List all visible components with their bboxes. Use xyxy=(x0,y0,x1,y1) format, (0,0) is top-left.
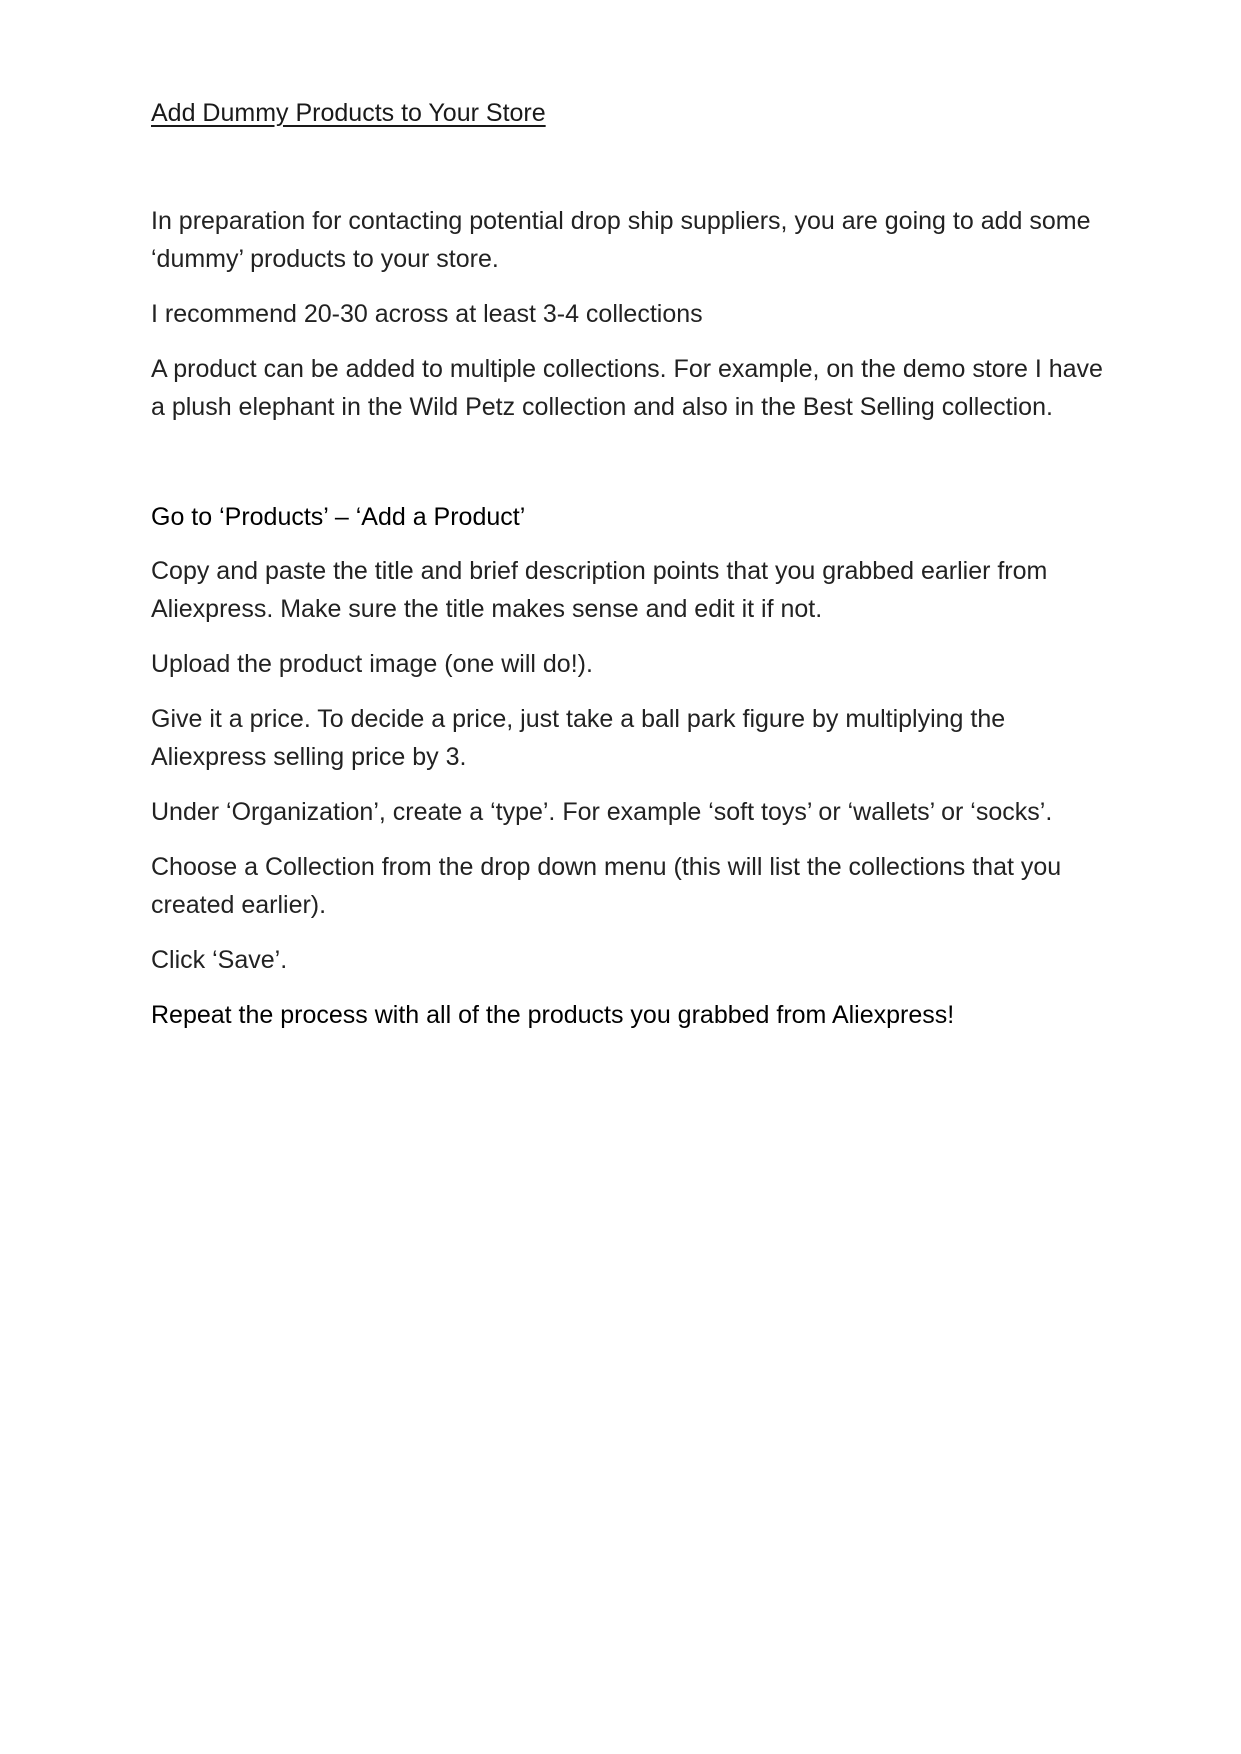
step-click-save: Click ‘Save’. xyxy=(151,946,288,974)
step-choose-collection: Choose a Collection from the drop down menu (this will list the collections that you created earlier). xyxy=(151,853,1062,919)
step-upload-image: Upload the product image (one will do!). xyxy=(151,650,593,678)
document-title: Add Dummy Products to Your Store xyxy=(151,99,546,127)
section-heading: Go to ‘Products’ – ‘Add a Product’ xyxy=(151,503,526,531)
intro-paragraph-3: A product can be added to multiple collections. For example, on the demo store I have a plush elephant in the Wild Petz collection and also in the Best Selling collection. xyxy=(151,355,1103,421)
document-content xyxy=(151,96,1111,1034)
step-set-price: Give it a price. To decide a price, just take a ball park figure by multiplying the Aliexpress selling price by 3. xyxy=(151,705,1006,771)
step-copy-title: Copy and paste the title and brief description points that you grabbed earlier from Aliexpress. Make sure the title makes sense and edit it if not. xyxy=(151,557,1048,623)
closing-instruction: Repeat the process with all of the products you grabbed from Aliexpress! xyxy=(151,1001,955,1029)
step-organization-type: Under ‘Organization’, create a ‘type’. For example ‘soft toys’ or ‘wallets’ or ‘socks’. xyxy=(151,798,1053,826)
intro-paragraph-2: I recommend 20-30 across at least 3-4 collections xyxy=(151,300,703,328)
intro-paragraph-1: In preparation for contacting potential drop ship suppliers, you are going to add some ‘dummy’ products to your store. xyxy=(151,207,1091,273)
